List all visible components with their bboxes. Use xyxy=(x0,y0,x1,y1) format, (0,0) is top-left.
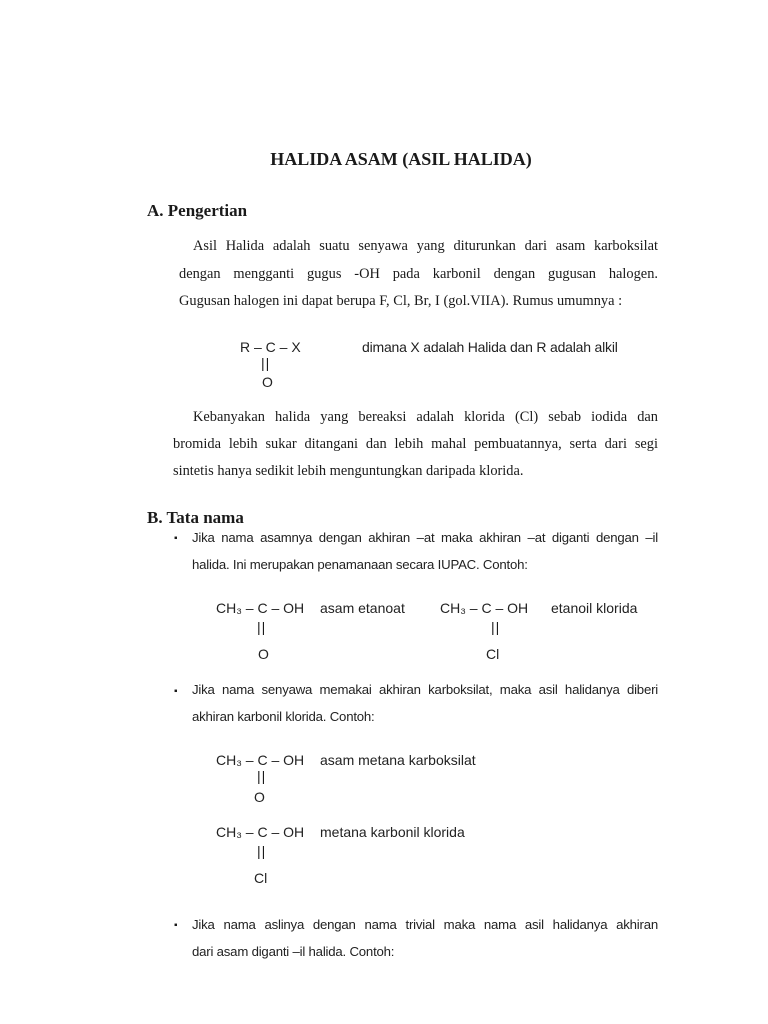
example2-halide-name: metana karbonil klorida xyxy=(320,824,465,840)
example1-halide-chlorine: Cl xyxy=(486,646,500,662)
bullet-1-line2: halida. Ini merupakan penamanaan secara IUPAC. Contoh: xyxy=(192,557,528,572)
example1-acid-oxygen: O xyxy=(258,646,269,662)
bullet-2-line2: akhiran karbonil klorida. Contoh: xyxy=(192,709,375,724)
general-formula-note: dimana X adalah Halida dan R adalah alkil xyxy=(362,339,618,355)
example2-halide-chain: CH₃ – C – OH xyxy=(216,824,305,840)
example1-halide-name: etanoil klorida xyxy=(551,600,638,616)
section-a-para2-line2: bromida lebih sukar ditangani dan lebih mahal pembuatannya, serta dari segi xyxy=(173,436,658,452)
general-formula-chain: R – C – X xyxy=(240,339,301,355)
section-a-para2-line1: Kebanyakan halida yang bereaksi adalah klorida (Cl) sebab iodida dan xyxy=(193,409,658,425)
example1-acid-chain: CH₃ – C – OH xyxy=(216,600,305,616)
section-a-heading: A. Pengertian xyxy=(147,201,248,220)
general-formula-double-bond: || xyxy=(261,355,271,371)
bullet-3-line1: Jika nama aslinya dengan nama trivial maka nama asil halidanya akhiran xyxy=(192,917,658,932)
example2-acid-oxygen: O xyxy=(254,789,265,805)
bullet-2-line1: Jika nama senyawa memakai akhiran karboksilat, maka asil halidanya diberi xyxy=(192,682,658,697)
example1-acid-name: asam etanoat xyxy=(320,600,405,616)
bullet-1-line1: Jika nama asamnya dengan akhiran –at maka akhiran –at diganti dengan –il xyxy=(192,530,658,545)
example2-halide-double-bond: || xyxy=(257,843,267,859)
section-b-heading: B. Tata nama xyxy=(147,508,244,527)
section-a-para1-line3: Gugusan halogen ini dapat berupa F, Cl, Br, I (gol.VIIA). Rumus umumnya : xyxy=(179,293,623,309)
example1-halide-chain: CH₃ – C – OH xyxy=(440,600,529,616)
bullet-3-marker: ▪ xyxy=(174,920,178,931)
general-formula-oxygen: O xyxy=(262,374,273,390)
example1-acid-double-bond: || xyxy=(257,619,267,635)
example2-acid-name: asam metana karboksilat xyxy=(320,752,476,768)
bullet-2-marker: ▪ xyxy=(174,686,178,697)
example1-halide-double-bond: || xyxy=(491,619,501,635)
document-title: HALIDA ASAM (ASIL HALIDA) xyxy=(270,149,532,169)
bullet-1-marker: ▪ xyxy=(174,533,178,544)
bullet-3-line2: dari asam diganti –il halida. Contoh: xyxy=(192,944,395,959)
section-a-para2-line3: sintetis hanya sedikit lebih menguntungkan daripada klorida. xyxy=(173,463,524,479)
section-a-para1-line1: Asil Halida adalah suatu senyawa yang diturunkan dari asam karboksilat xyxy=(193,238,658,254)
section-a-para1-line2: dengan mengganti gugus -OH pada karbonil dengan gugusan halogen. xyxy=(179,266,658,282)
example2-acid-chain: CH₃ – C – OH xyxy=(216,752,305,768)
example2-acid-double-bond: || xyxy=(257,768,267,784)
example2-halide-chlorine: Cl xyxy=(254,870,268,886)
